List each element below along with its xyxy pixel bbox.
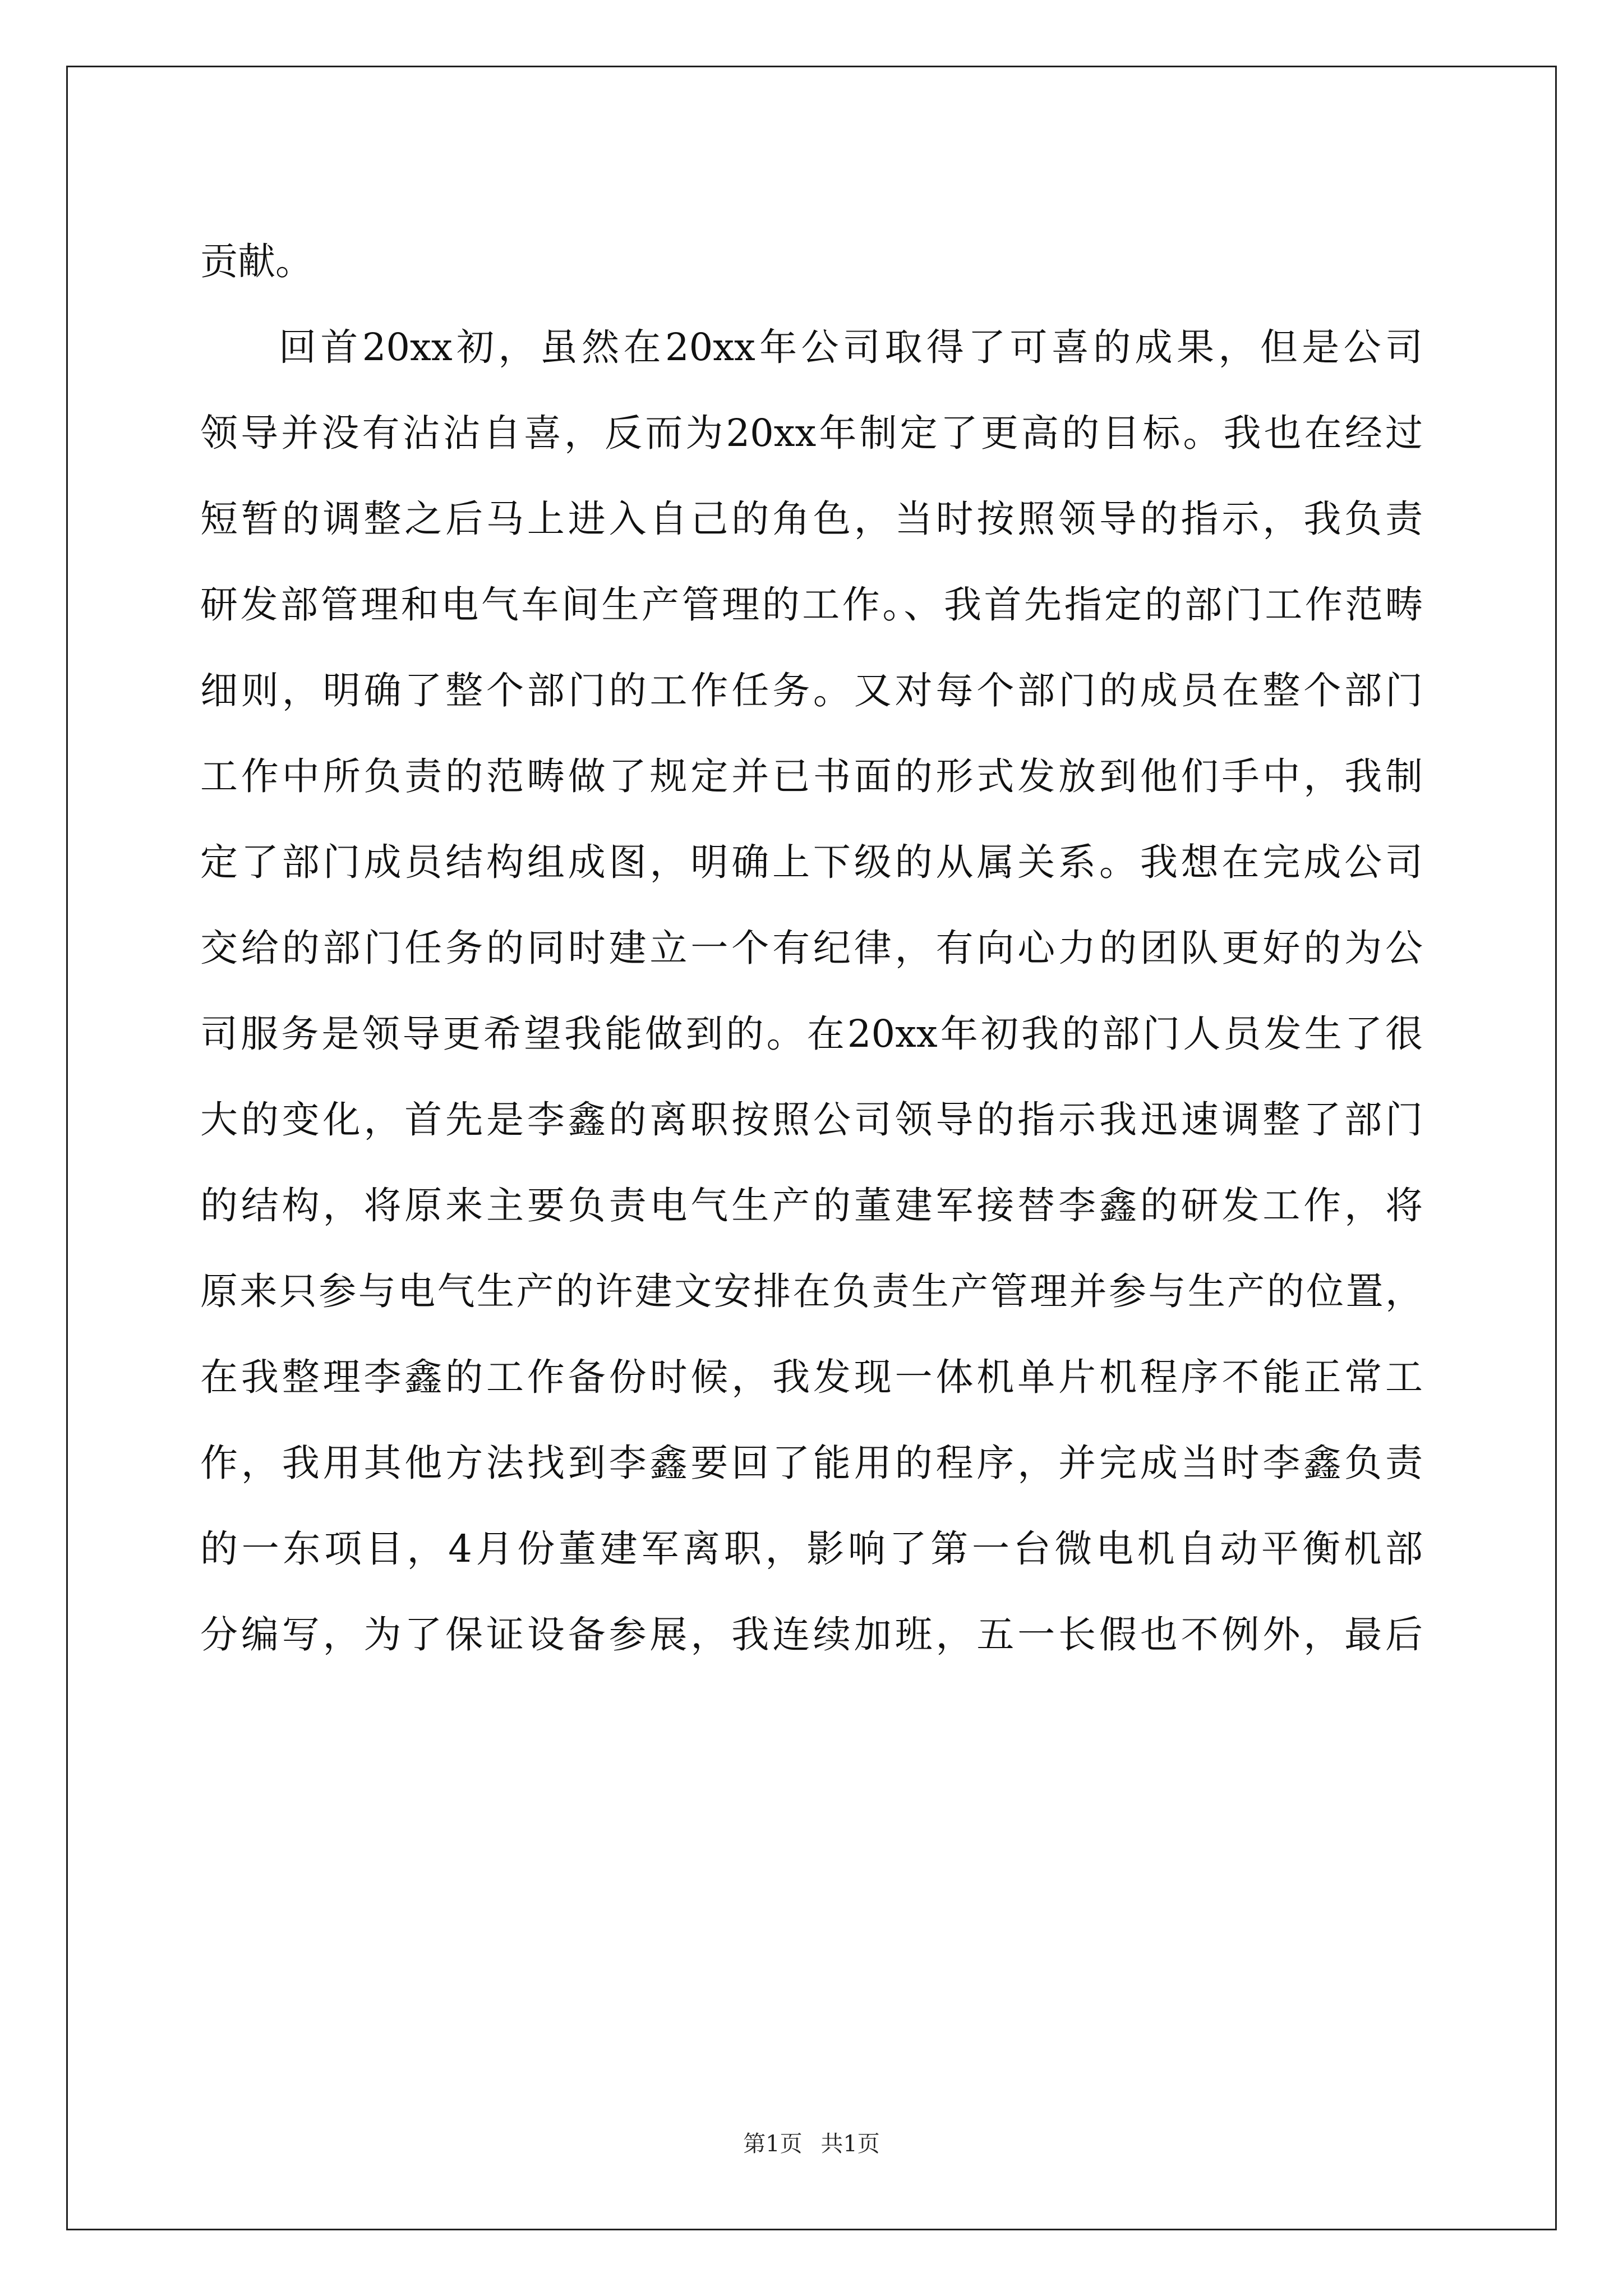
text-line: 贡献。 (200, 240, 313, 283)
text-line: 定了部门成员结构组成图，明确上下级的从属关系。我想在完成公司 (200, 840, 1423, 884)
text-line: 领导并没有沾沾自喜，反而为20xx年制定了更高的目标。我也在经过 (200, 411, 1423, 455)
text-line: 司服务是领导更希望我能做到的。在20xx年初我的部门人员发生了很 (200, 1012, 1423, 1056)
text-line: 回首20xx初，虽然在20xx年公司取得了可喜的成果，但是公司 (279, 325, 1423, 369)
text-line: 在我整理李鑫的工作备份时候，我发现一体机单片机程序不能正常工 (200, 1355, 1423, 1399)
text-line: 工作中所负责的范畴做了规定并已书面的形式发放到他们手中，我制 (200, 754, 1423, 798)
text-line: 的结构，将原来主要负责电气生产的董建军接替李鑫的研发工作，将 (200, 1184, 1423, 1227)
text-line: 细则，明确了整个部门的工作任务。又对每个部门的成员在整个部门 (200, 669, 1423, 712)
text-line: 原来只参与电气生产的许建文安排在负责生产管理并参与生产的位置， (200, 1269, 1423, 1313)
document-body (200, 219, 1423, 1678)
text-line: 大的变化，首先是李鑫的离职按照公司领导的指示我迅速调整了部门 (200, 1098, 1423, 1142)
text-line: 的一东项目，4月份董建军离职，影响了第一台微电机自动平衡机部 (200, 1527, 1423, 1571)
text-line: 研发部管理和电气车间生产管理的工作。、我首先指定的部门工作范畴 (200, 583, 1423, 627)
text-line: 交给的部门任务的同时建立一个有纪律，有向心力的团队更好的为公 (200, 926, 1423, 970)
page-number-footer: 第1页 共1页 (743, 2131, 880, 2157)
text-line: 分编写，为了保证设备参展，我连续加班，五一长假也不例外，最后 (200, 1613, 1423, 1657)
text-line: 作，我用其他方法找到李鑫要回了能用的程序，并完成当时李鑫负责 (200, 1441, 1423, 1485)
text-line: 短暂的调整之后马上进入自己的角色，当时按照领导的指示，我负责 (200, 497, 1423, 541)
